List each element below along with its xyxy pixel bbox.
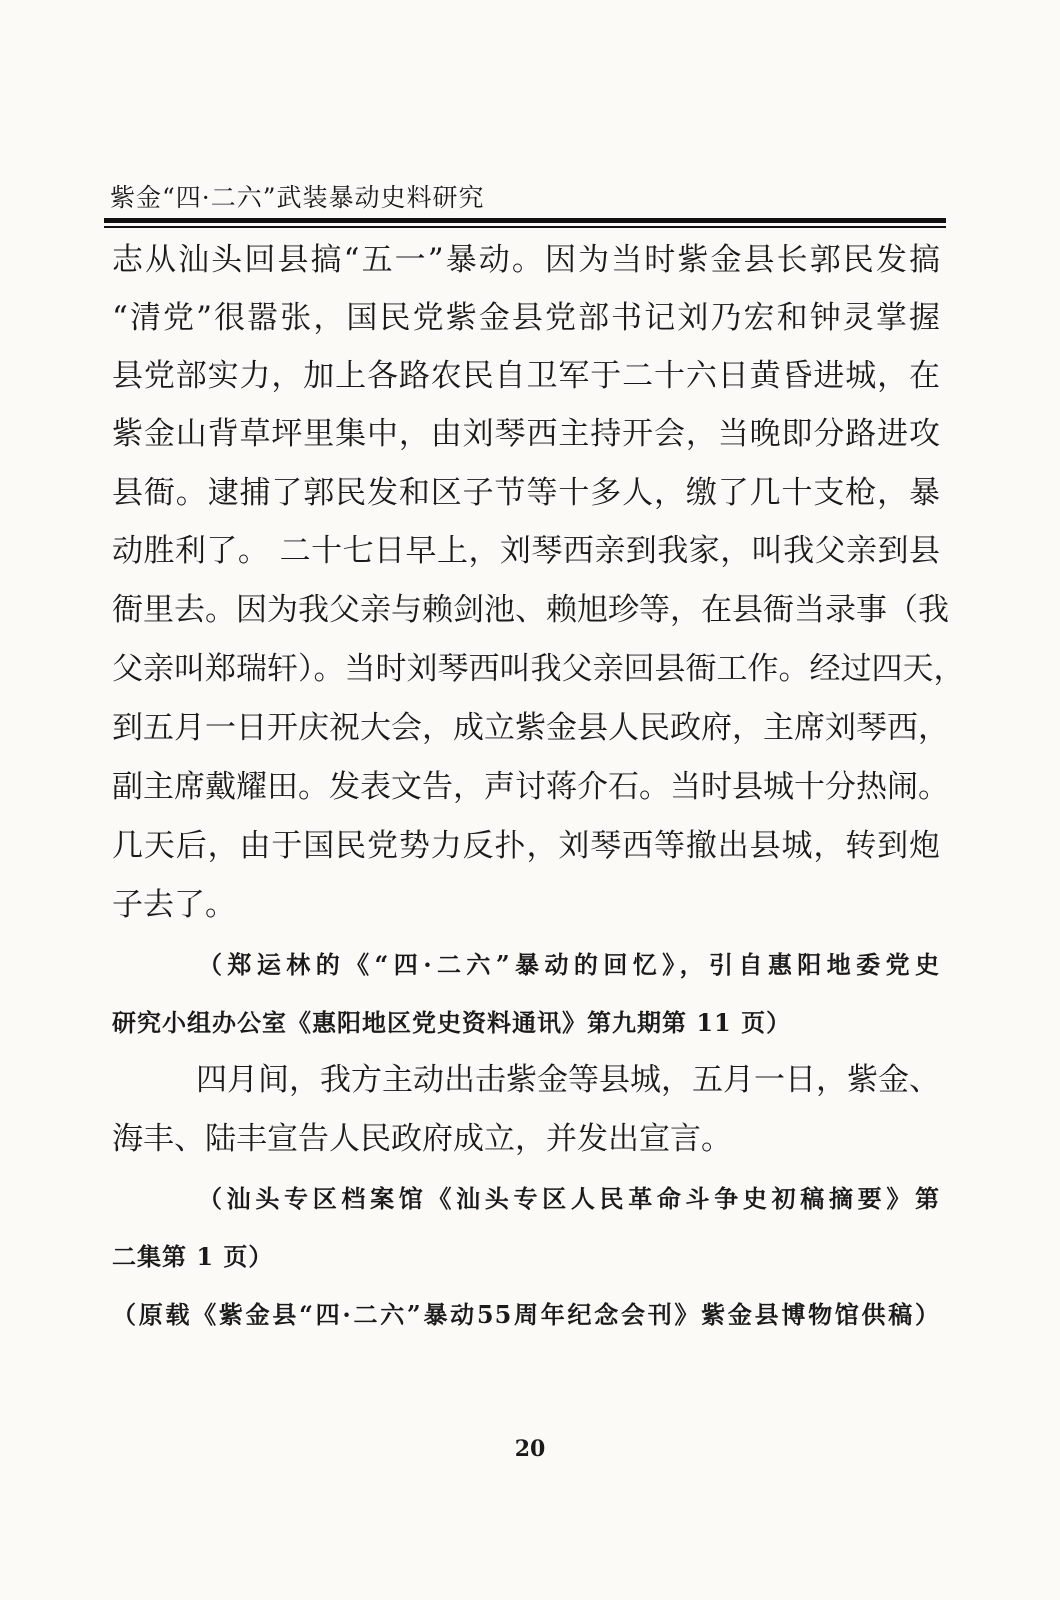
body-line: 衙里去。因为我父亲与赖剑池、赖旭珍等，在县衙当录事（我 xyxy=(112,592,949,628)
header-rule-thick xyxy=(104,218,946,223)
source-note: （原载《紫金县“四·二六”暴动55周年纪念会刊》紫金县博物馆供稿） xyxy=(112,1300,940,1329)
citation-line: （郑运林的《“四·二六”暴动的回忆》，引自惠阳地委党史 xyxy=(198,950,940,979)
citation-line: 二集第 1 页） xyxy=(112,1242,274,1271)
header-rule-thin xyxy=(104,226,946,228)
citation-line: 研究小组办公室《惠阳地区党史资料通讯》第九期第 11 页） xyxy=(112,1008,792,1037)
page-number: 20 xyxy=(514,1436,546,1462)
body-line: 县党部实力，加上各路农民自卫军于二十六日黄昏进城，在 xyxy=(112,358,940,394)
citation-line: （汕头专区档案馆《汕头专区人民革命斗争史初稿摘要》第 xyxy=(198,1184,940,1213)
body-line: 几天后，由于国民党势力反扑，刘琴西等撤出县城，转到炮 xyxy=(112,828,940,864)
body-line: 动胜利了。 二十七日早上，刘琴西亲到我家，叫我父亲到县 xyxy=(112,533,940,569)
body-line: 志从汕头回县搞“五一”暴动。因为当时紫金县长郭民发搞 xyxy=(112,242,940,278)
body-line: 父亲叫郑瑞轩）。当时刘琴西叫我父亲回县衙工作。经过四天， xyxy=(112,651,965,687)
body-line: 子去了。 xyxy=(112,887,236,923)
body-line: 到五月一日开庆祝大会，成立紫金县人民政府，主席刘琴西， xyxy=(112,710,949,746)
body-line: 县衙。逮捕了郭民发和区子节等十多人，缴了几十支枪，暴 xyxy=(112,475,940,511)
body-line: “清党”很嚣张，国民党紫金县党部书记刘乃宏和钟灵掌握 xyxy=(112,300,940,336)
body-line: 海丰、陆丰宣告人民政府成立，并发出宣言。 xyxy=(112,1121,732,1157)
body-line: 四月间，我方主动出击紫金等县城，五月一日，紫金、 xyxy=(196,1062,940,1098)
running-header: 紫金“四·二六”武装暴动史料研究 xyxy=(110,183,485,212)
body-line: 副主席戴耀田。发表文告，声讨蒋介石。当时县城十分热闹。 xyxy=(112,769,949,805)
body-line: 紫金山背草坪里集中，由刘琴西主持开会，当晚即分路进攻 xyxy=(112,416,940,452)
